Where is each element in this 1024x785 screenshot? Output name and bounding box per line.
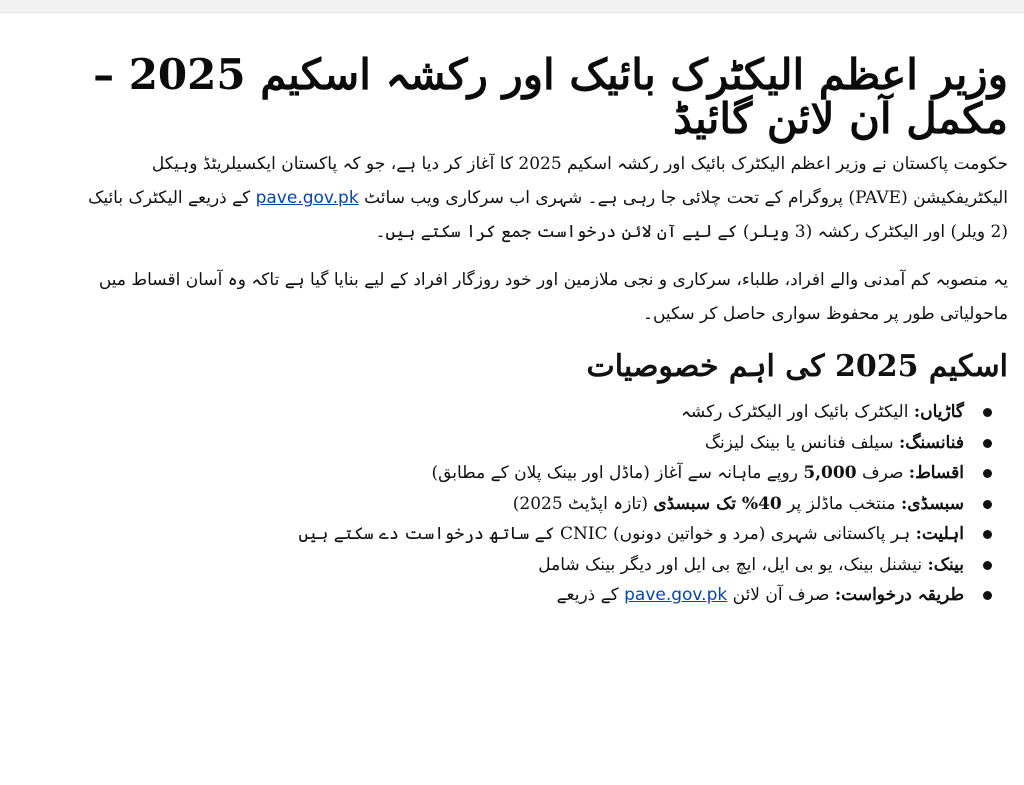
intro-text-start: حکومت پاکستان نے وزیر اعظم الیکٹرک بائیک اور رکشہ اسکیم 2025 کا آغاز کر دیا ہے، جو کہ پاکستان ایکسیلریٹڈ وہیکل الیکٹریفکیشن (PAVE) پروگرام کے تحت چلائی جا رہی ہے۔ شہری اب سرکاری ویب سائٹ — [151, 154, 1008, 208]
bullet-icon — [983, 439, 992, 448]
feature-label: اقساط: — [908, 463, 964, 483]
bullet-icon — [983, 591, 992, 600]
feature-label: سبسڈی: — [900, 493, 964, 514]
feature-text: کے ذریعے — [556, 585, 625, 605]
feature-text: نیشنل بینک، یو بی ایل، ایچ بی ایل اور دیگر بینک شامل — [538, 554, 928, 575]
feature-label: اہلیت: — [915, 524, 964, 544]
feature-text: صرف آن لائن — [727, 585, 835, 605]
features-list — [70, 397, 1008, 611]
feature-highlight: 40% تک سبسڈی — [653, 493, 782, 514]
pave-website-link[interactable]: pave.gov.pk — [624, 585, 728, 605]
feature-application-method — [70, 580, 964, 611]
bullet-icon — [983, 408, 992, 417]
feature-label: فنانسنگ: — [899, 432, 964, 453]
feature-vehicles — [70, 397, 964, 428]
bullet-icon — [983, 530, 992, 539]
feature-text: سیلف فنانس یا بینک لیزنگ — [704, 432, 900, 453]
feature-label: گاڑیاں: — [913, 402, 964, 422]
feature-text: منتخب ماڈلز پر — [781, 493, 901, 514]
article — [0, 50, 1024, 611]
feature-text: روپے ماہانہ سے آغاز (ماڈل اور بینک پلان کے مطابق) — [431, 463, 804, 483]
intro-text-end: کے ذریعے الیکٹرک بائیک (2 ویلر) اور الیکٹرک رکشہ (3 ویلر) کے لیے آن لائن درخواست جمع کرا سکتے ہیں۔ — [88, 188, 1008, 242]
article-title: وزیر اعظم الیکٹرک بائیک اور رکشہ اسکیم 2025 – مکمل آن لائن گائیڈ — [93, 50, 1008, 143]
feature-text: (تازہ اپڈیٹ 2025) — [512, 493, 654, 514]
feature-eligibility — [70, 519, 964, 550]
feature-installments — [70, 458, 964, 489]
feature-text: الیکٹرک بائیک اور الیکٹرک رکشہ — [680, 402, 914, 422]
features-heading: اسکیم 2025 کی اہم خصوصیات — [586, 349, 1008, 384]
bullet-icon — [983, 469, 992, 478]
feature-highlight: 5,000 — [803, 463, 857, 483]
feature-banks — [70, 550, 964, 581]
feature-text: صرف — [856, 463, 909, 483]
intro-paragraph — [70, 147, 1008, 249]
feature-label: طریقہ درخواست: — [834, 585, 964, 605]
feature-subsidy — [70, 489, 964, 520]
target-audience-paragraph: یہ منصوبہ کم آمدنی والے افراد، طلباء، سرکاری و نجی ملازمین اور خود روزگار افراد کے لیے بنایا گیا ہے تاکہ وہ آسان اقساط میں ماحولیاتی طور پر محفوظ سواری حاصل کر سکیں۔ — [98, 270, 1008, 324]
feature-text: ہر پاکستانی شہری (مرد و خواتین دونوں) CNIC کے ساتھ درخواست دے سکتے ہیں — [298, 524, 916, 544]
browser-top-bar — [0, 0, 1024, 13]
bullet-icon — [983, 500, 992, 509]
bullet-icon — [983, 561, 992, 570]
pave-website-link[interactable]: pave.gov.pk — [255, 188, 359, 208]
feature-label: بینک: — [927, 554, 964, 575]
feature-financing — [70, 428, 964, 459]
